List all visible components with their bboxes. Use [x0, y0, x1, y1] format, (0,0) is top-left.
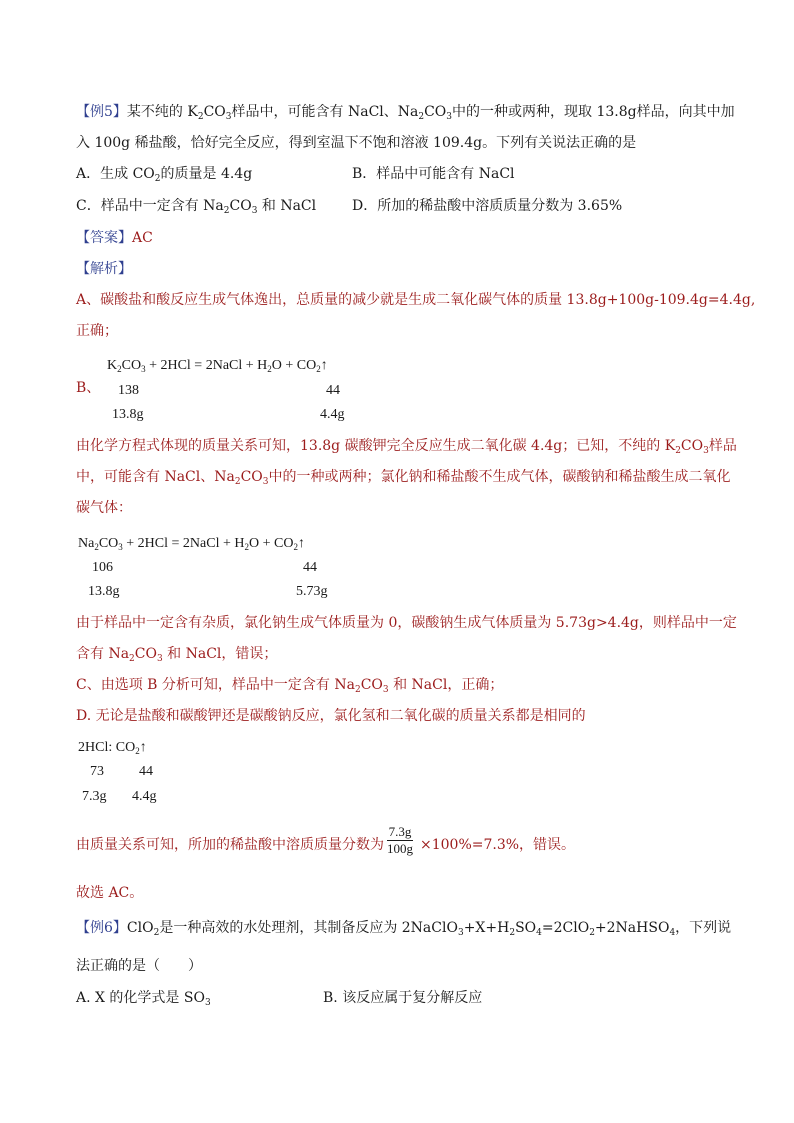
- equation-k2co3: $K_2CO_3 + 2HCl$ = 2NaCl + $H_2O$ + $CO_2↑$: [107, 358, 328, 374]
- concentration-text-a: 由质量关系可知，所加的稀盐酸中溶质质量分数为: [76, 837, 384, 853]
- example5-option-d: D．所加的稀盐酸中溶质质量分数为 3.65%: [352, 198, 623, 214]
- analysis-c-line: C、由选项 B 分析可知，样品中一定含有 $Na_2CO_3$ 和 NaCl，正确；: [76, 677, 504, 695]
- eq1-molar-mass-left: 138: [118, 383, 139, 398]
- answer-line: [76, 228, 153, 248]
- ratio-hcl-co2: 2HCl: $CO_2↑$: [78, 740, 147, 756]
- analysis-b-para4: 由于样品中一定含有杂质，氯化钠生成气体质量为 0，碳酸钠生成气体质量为 5.73g>4.4g，则样品中一定: [76, 615, 737, 631]
- eq1-mass-left: 13.8g: [112, 407, 144, 422]
- concentration-fraction: [385, 824, 415, 857]
- ratio-mass-left: 7.3g: [82, 789, 107, 804]
- eq2-mass-right: 5.73g: [296, 584, 328, 599]
- example5-question-line1: 【例5】某不纯的 $K_2CO_3$样品中，可能含有 NaCl、$Na_2CO_3$中的一种或两种，现取 13.8g样品，向其中加: [76, 104, 735, 122]
- analysis-tag: 【解析】: [76, 261, 132, 277]
- eq2-molar-mass-right: 44: [303, 560, 317, 575]
- example6-question-line1: 【例6】ClO$_2$是一种高效的水处理剂，其制备反应为 $2NaClO_3+X+H_2SO_4=2ClO_2+2NaHSO_4$，下列说: [76, 920, 732, 938]
- concentration-text-b: ×100%=7.3%，错误。: [420, 837, 576, 853]
- analysis-b-para3: 碳气体：: [76, 500, 132, 516]
- ratio-mass-right: 4.4g: [132, 789, 157, 804]
- example6-tag: 【例6】: [76, 920, 127, 936]
- analysis-d-line: D. 无论是盐酸和碳酸钾还是碳酸钠反应，氯化氢和二氧化碳的质量关系都是相同的: [76, 708, 586, 724]
- ratio-molar-mass-right: 44: [139, 764, 153, 779]
- fraction-denominator: 100g: [387, 841, 413, 856]
- analysis-b-label: B、: [76, 380, 101, 396]
- example5-tag: 【例5】: [76, 104, 127, 120]
- answer-tag: 【答案】: [76, 230, 132, 246]
- analysis-a-line2: 正确；: [76, 323, 118, 339]
- final-answer: 故选 AC。: [76, 885, 144, 901]
- analysis-a-line1: A、碳酸盐和酸反应生成气体逸出，总质量的减少就是生成二氧化碳气体的质量 13.8g+100g-109.4g=4.4g,: [76, 292, 756, 308]
- example5-question-line2: 入 100g 稀盐酸，恰好完全反应，得到室温下不饱和溶液 109.4g。下列有关说法正确的是: [76, 135, 637, 151]
- example5-option-a: A．生成 $CO_2$的质量是 4.4g: [76, 166, 253, 184]
- equation-na2co3: $Na_2CO_3 + 2HCl$ = 2NaCl + $H_2O$ + $CO_2↑$: [78, 536, 305, 552]
- analysis-b-para2: 中，可能含有 NaCl、$Na_2CO_3$中的一种或两种；氯化钠和稀盐酸不生成气体，碳酸钠和稀盐酸生成二氧化: [76, 469, 731, 487]
- eq2-molar-mass-left: 106: [92, 560, 113, 575]
- eq1-molar-mass-right: 44: [326, 383, 340, 398]
- example6-option-b: B. 该反应属于复分解反应: [323, 990, 483, 1006]
- eq2-mass-left: 13.8g: [88, 584, 120, 599]
- example6-question-line2: 法正确的是（ ）: [76, 958, 202, 974]
- example6-option-a: A. X 的化学式是 $SO_3$: [76, 990, 211, 1008]
- fraction-numerator: 7.3g: [388, 824, 412, 839]
- answer-value: AC: [132, 230, 153, 246]
- example5-option-c: C．样品中一定含有 $Na_2CO_3$ 和 NaCl: [76, 198, 317, 216]
- analysis-b-para5: 含有 $Na_2CO_3$ 和 NaCl，错误；: [76, 646, 278, 664]
- ratio-molar-mass-left: 73: [90, 764, 104, 779]
- eq1-mass-right: 4.4g: [320, 407, 345, 422]
- example5-option-b: B．样品中可能含有 NaCl: [352, 166, 515, 182]
- analysis-b-para1: 由化学方程式体现的质量关系可知，13.8g 碳酸钾完全反应生成二氧化碳 4.4g；已知，不纯的 $K_2CO_3$样品: [76, 438, 737, 456]
